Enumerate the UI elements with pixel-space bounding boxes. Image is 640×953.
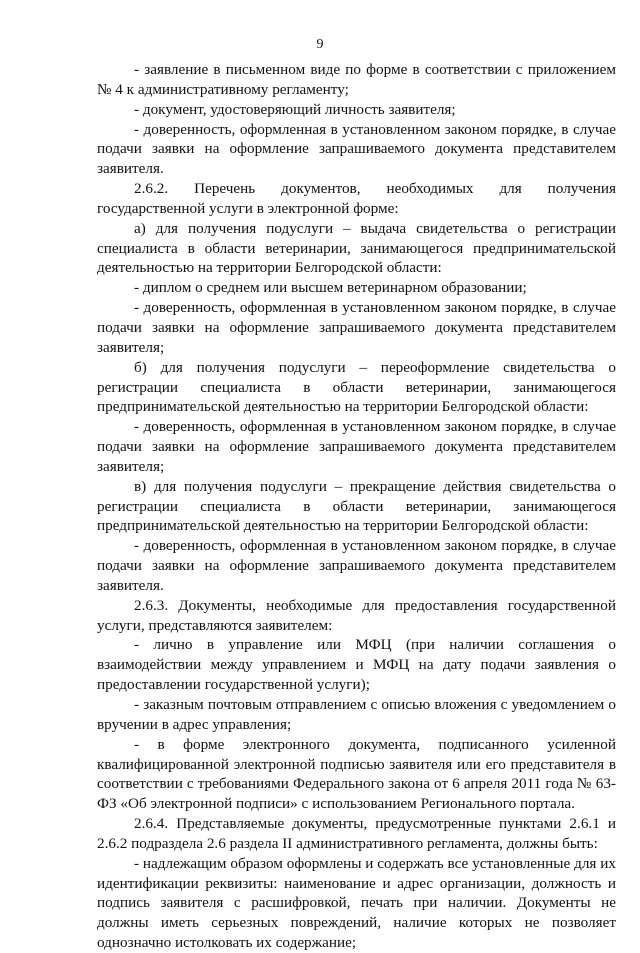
paragraph: - доверенность, оформленная в установленном законом порядке, в случае подачи заявки на оформление запрашиваемого документа представителем заявителя. (97, 120, 616, 178)
paragraph: - заказным почтовым отправлением с описью вложения с уведомлением о вручении в адрес управления; (97, 696, 616, 733)
page-number: 9 (316, 37, 324, 52)
paragraph: б) для получения подуслуги – переоформление свидетельства о регистрации специалиста в области ветеринарии, занимающегося предпринимательской деятельностью на территории Белгородской области: (97, 358, 616, 416)
document-body (97, 60, 616, 953)
paragraph: 2.6.3. Документы, необходимые для предоставления государственной услуги, представляются заявителем: (97, 596, 616, 634)
paragraph: - лично в управление или МФЦ (при наличии соглашения о взаимодействии между управлением и МФЦ на дату подачи заявления о предоставлении государственной услуги); (97, 636, 616, 694)
paragraph: - документ, удостоверяющий личность заявителя; (134, 100, 456, 118)
paragraph: - диплом о среднем или высшем ветеринарном образовании; (134, 279, 527, 297)
paragraph: - надлежащим образом оформлены и содержать все установленные для их идентификации реквизиты: наименование и адрес организации, должность и подпись заявителя с расшифровкой, печать при наличии. Документы не должны иметь серьезных повреждений, наличие которых не позволяет однозначно истолковать их содержание; (97, 854, 616, 952)
paragraph: - заявление в письменном виде по форме в соответствии с приложением № 4 к административному регламенту; (97, 61, 616, 98)
paragraph: 2.6.4. Представляемые документы, предусмотренные пунктами 2.6.1 и 2.6.2 подраздела 2.6 раздела II административного регламента, должны быть: (97, 815, 616, 852)
paragraph: 2.6.2. Перечень документов, необходимых для получения государственной услуги в электронной форме: (97, 180, 616, 217)
paragraph: - доверенность, оформленная в установленном законом порядке, в случае подачи заявки на оформление запрашиваемого документа представителем заявителя; (97, 299, 616, 356)
paragraph: - в форме электронного документа, подписанного усиленной квалифицированной электронной подписью заявителя или его представителя в соответствии с требованиями Федерального закона от 6 апреля 2011 года № 63-ФЗ «Об электронной подписи» с использованием Регионального портала. (97, 735, 616, 813)
paragraph: а) для получения подуслуги – выдача свидетельства о регистрации специалиста в области ветеринарии, занимающегося предпринимательской деятельностью на территории Белгородской области: (97, 219, 616, 277)
paragraph: - доверенность, оформленная в установленном законом порядке, в случае подачи заявки на оформление запрашиваемого документа представителем заявителя. (97, 537, 616, 594)
paragraph: в) для получения подуслуги – прекращение действия свидетельства о регистрации специалиста в области ветеринарии, занимающегося предпринимательской деятельностью на территории Белгородской области: (97, 477, 616, 535)
paragraph: - доверенность, оформленная в установленном законом порядке, в случае подачи заявки на оформление запрашиваемого документа представителем заявителя; (97, 418, 616, 475)
